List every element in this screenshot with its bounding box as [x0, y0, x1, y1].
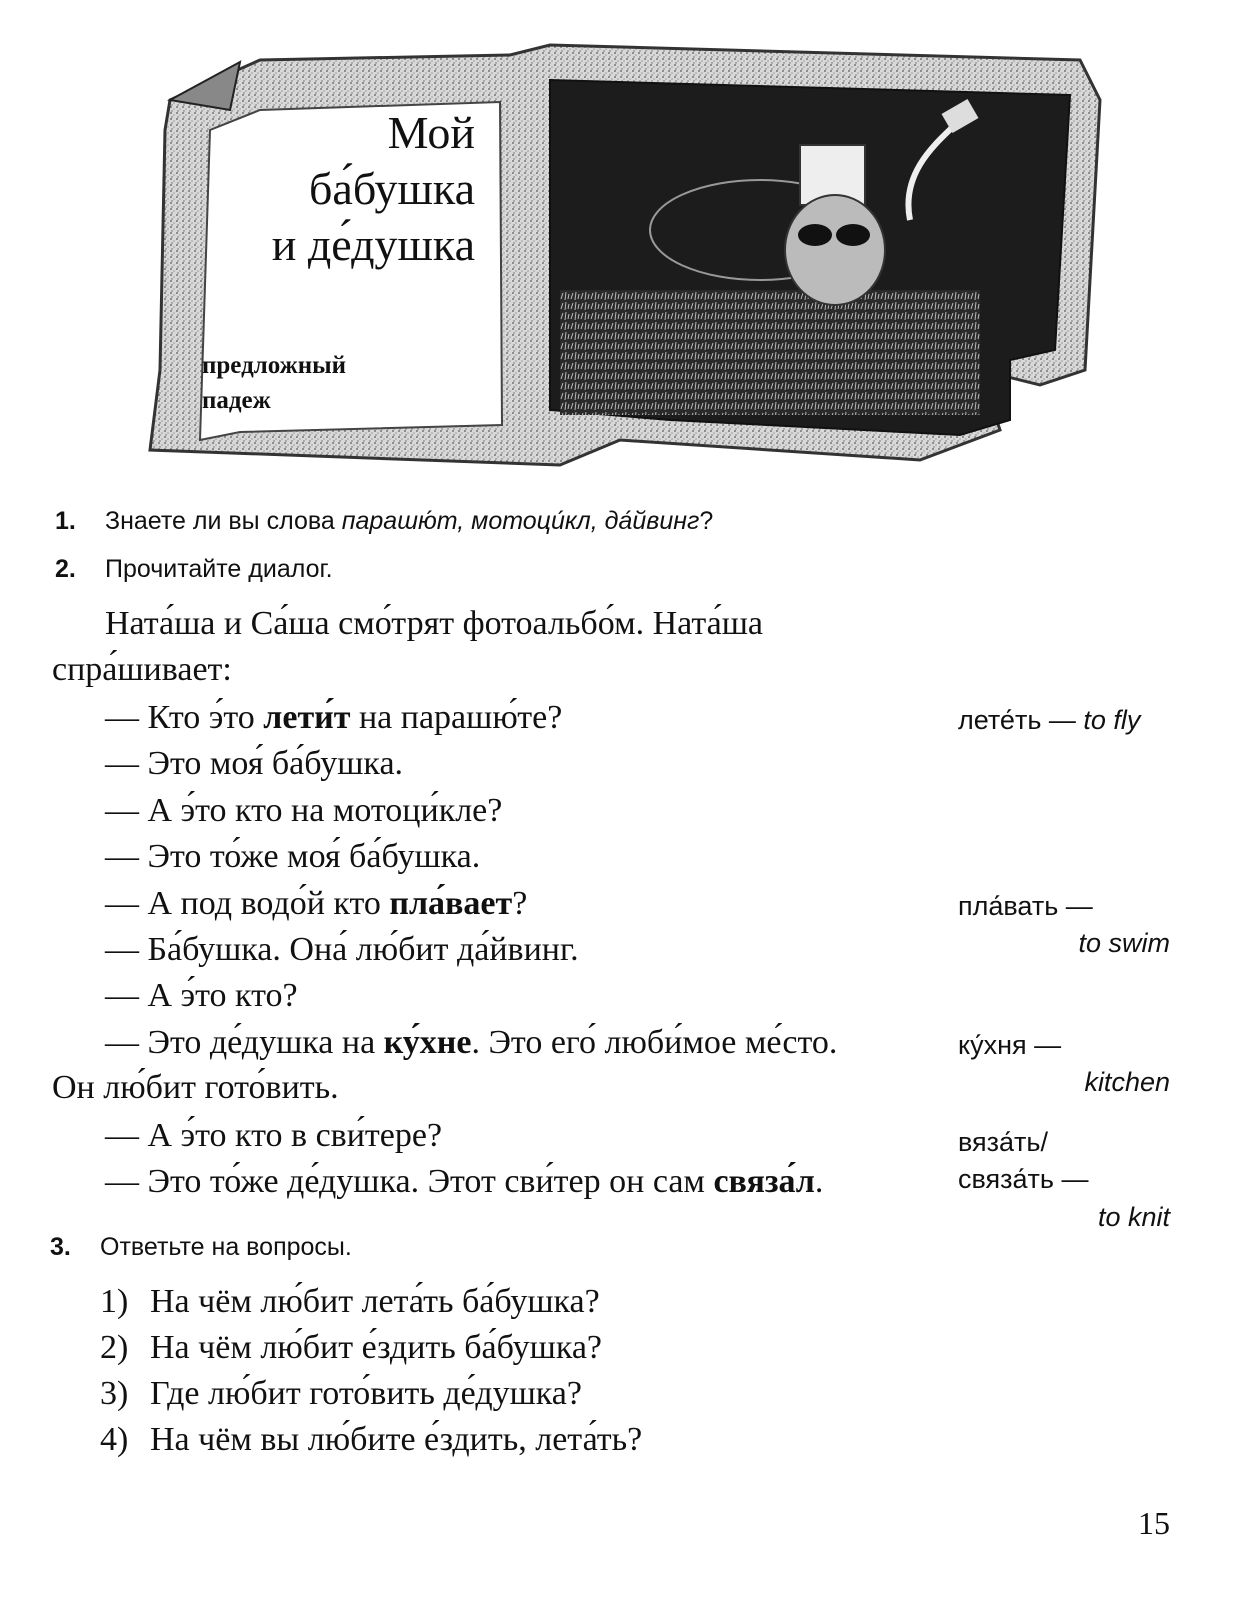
dialog-line-bold: ку́хне — [383, 1024, 472, 1061]
gloss-fly — [958, 703, 1140, 737]
intro-line-1: Ната́ша и Са́ша смо́трят фотоальбо́м. Ната́ша — [105, 605, 763, 642]
gloss-knit-word-2: связа́ть — — [958, 1164, 1089, 1194]
dialog-line — [105, 789, 502, 833]
dialog-line — [105, 882, 527, 926]
task-3-text: Ответьте на вопросы. — [100, 1233, 352, 1261]
gloss-swim-word: пла́вать — — [958, 891, 1093, 921]
grammar-topic-line-1: предложный — [202, 352, 347, 379]
task-1 — [55, 505, 713, 537]
question-number: 1) — [100, 1283, 129, 1320]
question-item — [100, 1280, 600, 1324]
gloss-knit-en: to knit — [1097, 1202, 1170, 1232]
dialog-line-pre: — Это то́же де́душка. Этот сви́тер он сам — [105, 1163, 714, 1200]
question-number: 4) — [100, 1421, 129, 1458]
task-3-number: 3. — [50, 1233, 71, 1261]
dialog-line-post: на парашю́те? — [350, 699, 563, 736]
dialog-line-pre: — Кто э́то — [105, 699, 264, 736]
chapter-title-line-3: и де́душка — [271, 219, 475, 270]
task-2-number: 2. — [55, 555, 76, 583]
question-item — [100, 1372, 582, 1416]
gloss-kitchen-en: kitchen — [1084, 1067, 1170, 1097]
question-number: 3) — [100, 1375, 129, 1412]
dialog-line-pre: — А э́то кто в сви́тере? — [105, 1117, 443, 1154]
dialog-line-pre: — А э́то кто на мотоци́кле? — [105, 792, 503, 829]
question-text: Где лю́бит гото́вить де́душка? — [150, 1375, 582, 1412]
question-item — [100, 1326, 602, 1370]
task-1-number: 1. — [55, 507, 76, 535]
question-item — [100, 1418, 642, 1462]
task-1-end: ? — [699, 507, 714, 535]
question-text: На чём вы лю́бите е́здить, лета́ть? — [150, 1421, 643, 1458]
dialog-line-pre: — Ба́бушка. Она́ лю́бит да́йвинг. — [105, 931, 579, 968]
dialog-line-bold: пла́вает — [389, 885, 513, 922]
dialog-line-post: . Это его́ люби́мое ме́сто. — [471, 1024, 838, 1061]
dialog-line-pre: — Это моя́ ба́бушка. — [105, 745, 404, 782]
gloss-fly-word: лете́ть — — [958, 705, 1084, 735]
dialog-line-pre: — Это то́же моя́ ба́бушка. — [105, 838, 481, 875]
dialog-line — [105, 928, 579, 972]
grammar-topic-line-2: падеж — [202, 387, 271, 414]
dialog-line — [105, 696, 562, 740]
dialog-line-pre: Он лю́бит гото́вить. — [52, 1069, 339, 1106]
gloss-swim-en: to swim — [1078, 928, 1170, 958]
question-text: На чём лю́бит лета́ть ба́бушка? — [150, 1283, 600, 1320]
dialog-line-post: . — [814, 1163, 824, 1200]
dialog-line — [105, 742, 403, 786]
page-number: 15 — [1138, 1505, 1170, 1541]
intro-line-2: спра́шивает: — [52, 651, 232, 688]
dialog-line-bold: связа́л — [713, 1163, 815, 1200]
task-2 — [55, 553, 333, 585]
dialog-line — [105, 1114, 442, 1158]
gloss-fly-en: to fly — [1083, 705, 1141, 735]
gloss-kitchen-word: ку́хня — — [958, 1030, 1062, 1060]
dialog-line — [105, 1160, 823, 1204]
dialog-line — [105, 1021, 837, 1065]
dialog-line-pre: — А под водо́й кто — [105, 885, 390, 922]
dialog-line-bold: лети́т — [263, 699, 351, 736]
question-text: На чём лю́бит е́здить ба́бушка? — [150, 1329, 603, 1366]
dialog-line — [105, 835, 480, 879]
task-1-text: Знаете ли вы слова — [105, 507, 342, 535]
gloss-knit-word-1: вяза́ть/ — [958, 1127, 1048, 1157]
dialog-line — [105, 974, 298, 1018]
dialog-line-post: ? — [512, 885, 528, 922]
chapter-title-line-1: Мой — [387, 107, 475, 158]
dialog-line-pre: — Это де́душка на — [105, 1024, 384, 1061]
task-2-text: Прочитайте диалог. — [105, 555, 333, 583]
chapter-title-line-2: ба́бушка — [309, 163, 475, 214]
dialog-line — [52, 1066, 339, 1110]
chapter-banner — [140, 40, 1120, 470]
dialog-line-pre: — А э́то кто? — [105, 977, 298, 1014]
question-number: 2) — [100, 1329, 129, 1366]
task-1-words: парашю́т, мотоци́кл, да́йвинг — [341, 507, 700, 535]
task-3 — [50, 1231, 352, 1263]
